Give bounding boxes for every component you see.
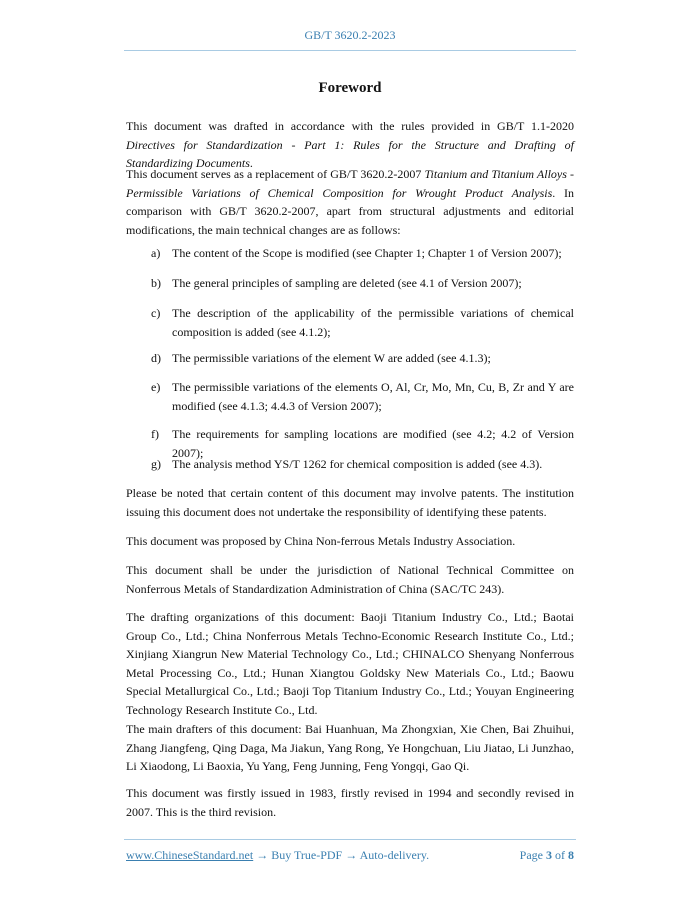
- paragraph-patents: Please be noted that certain content of this document may involve patents. The institution issuing this document does not undertake the responsibility of identifying these patents.: [126, 486, 574, 519]
- list-item: [151, 304, 574, 341]
- item-label: a): [151, 246, 161, 260]
- list-item: [151, 274, 574, 293]
- item-label: g): [151, 457, 161, 471]
- text: This document serves as a replacement of GB/T 3620.2-2007: [126, 167, 425, 181]
- website-link[interactable]: www.ChineseStandard.net: [126, 848, 254, 862]
- page-label: Page: [519, 848, 546, 862]
- header-doc-id: GB/T 3620.2-2023: [304, 28, 396, 42]
- item-label: b): [151, 276, 161, 290]
- text: . In comparison with GB/T 3620.2-2007, apart from structural adjustments and editorial modifications, the main technical changes are as follows:: [126, 185, 574, 237]
- paragraph-replacement: [126, 165, 574, 239]
- list-item: [151, 378, 574, 415]
- list-item: [151, 455, 574, 474]
- paragraph-revision-history: This document was firstly issued in 1983, firstly revised in 1994 and secondly revised in 2007. This is the third revision.: [126, 786, 574, 819]
- footer-rule: [124, 839, 576, 840]
- page-title: Foreword: [318, 80, 382, 96]
- item-text: The permissible variations of the element W are added (see 4.1.3);: [172, 351, 491, 365]
- item-text: The content of the Scope is modified (see Chapter 1; Chapter 1 of Version 2007);: [172, 246, 562, 260]
- directive-title: Directives for Standardization - Part 1: Rules for the Structure and Drafting of Standardizing Documents: [126, 137, 574, 171]
- item-label: c): [151, 306, 161, 320]
- footer: [126, 848, 574, 863]
- item-label: d): [151, 351, 161, 365]
- paragraph-jurisdiction: This document shall be under the jurisdiction of National Technical Committee on Nonferrous Metals of Standardization Administration of China (SAC/TC 243).: [126, 563, 574, 596]
- page-indicator: [520, 848, 574, 863]
- list-item: [151, 244, 574, 263]
- item-label: f): [151, 427, 159, 441]
- paragraph-proposed: This document was proposed by China Non-ferrous Metals Industry Association.: [126, 534, 516, 548]
- text: .: [249, 156, 253, 171]
- replaced-standard-title: Titanium and Titanium Alloys - Permissible Variations of Chemical Composition for Wrought Product Analysis: [126, 167, 575, 200]
- item-label: e): [151, 380, 161, 394]
- page-total: 8: [568, 848, 574, 862]
- header-rule: [124, 50, 576, 51]
- text: This document was drafted in accordance with the rules provided in GB/T 1.1-2020: [126, 119, 574, 133]
- paragraph-drafters: The main drafters of this document: Bai Huanhuan, Ma Zhongxian, Xie Chen, Bai Zhuihui, Zhang Jiangfeng, Qing Daga, Ma Jiakun, Yang Rong, Ye Hongchuan, Liu Jiatao, Li Junzhao, Li Xiaodong, Li Baoxia, Yu Yang, Feng Junning, Feng Yongqi, Gao Qi.: [126, 722, 574, 774]
- item-text: The general principles of sampling are deleted (see 4.1 of Version 2007);: [172, 276, 522, 290]
- page-number: 3: [546, 848, 552, 862]
- item-text: The permissible variations of the elements O, Al, Cr, Mo, Mn, Cu, B, Zr and Y are modified (see 4.1.3; 4.4.3 of Version 2007);: [172, 380, 574, 413]
- item-text: The analysis method YS/T 1262 for chemical composition is added (see 4.3).: [172, 457, 543, 471]
- of-label: of: [552, 848, 568, 862]
- paragraph-drafting-organizations: The drafting organizations of this document: Baoji Titanium Industry Co., Ltd.; Baotai Group Co., Ltd.; China Nonferrous Metals Techno-Economic Research Institute Co., Ltd.; Xinjiang Xiangrun New Material Technology Co., Ltd.; CHINALCO Shenyang Nonferrous Metal Processing Co., Ltd.; Hunan Xiangtou Goldsky New Materials Co., Ltd.; Baowu Special Metallurgical Co., Ltd.; Baoji Top Titanium Industry Co., Ltd.; Youyan Engineering Technology Research Institute Co., Ltd.: [126, 610, 574, 717]
- item-text: The description of the applicability of the permissible variations of chemical composition is added (see 4.1.2);: [172, 306, 574, 339]
- list-item: [151, 349, 574, 368]
- item-text: The requirements for sampling locations are modified (see 4.2; 4.2 of Version 2007);: [172, 427, 574, 460]
- footer-tagline: → Buy True-PDF → Auto-delivery.: [253, 848, 430, 862]
